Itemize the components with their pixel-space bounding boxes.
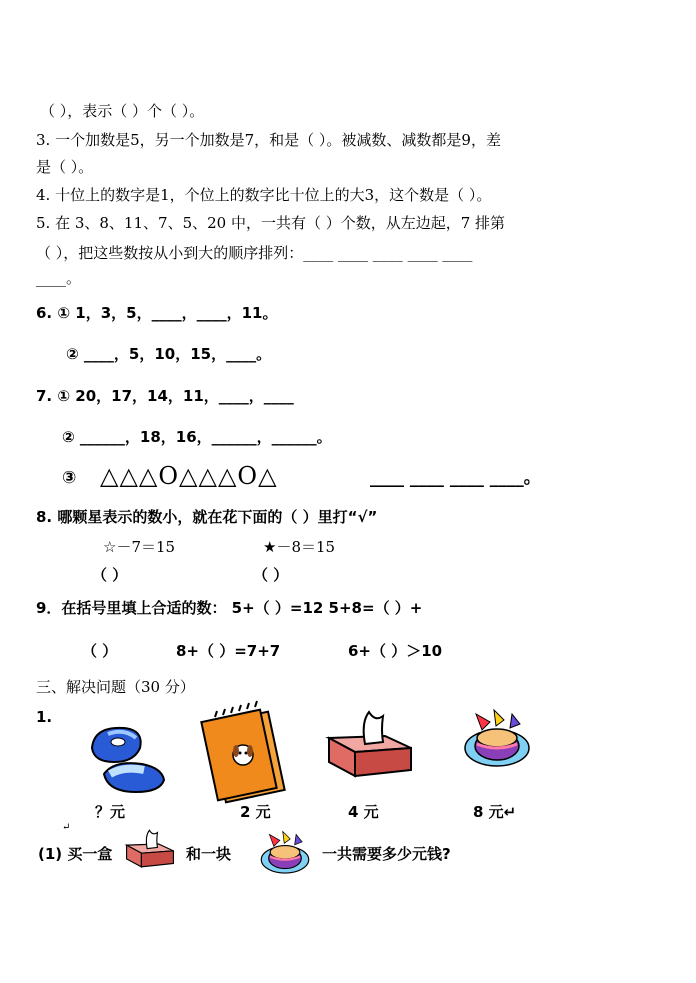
- question-6-line-2: ② ____，5，10，15，____。: [66, 345, 272, 363]
- tissue-box-icon: [124, 828, 176, 868]
- question-7-line-1: 7. ① 20，17，14，11，____，____: [36, 387, 294, 405]
- slippers-icon: [84, 718, 174, 798]
- price-cake: 8 元↵: [473, 803, 517, 821]
- question-4: 4. 十位上的数字是1，个位上的数字比十位上的大3，这个数是（ ）。: [36, 186, 492, 204]
- question-8-parens-2: （ ）: [253, 566, 289, 584]
- line-1: （ ），表示（ ）个（ ）。: [40, 102, 205, 120]
- question-7-line-2: ② ______，18，16，______，______。: [62, 428, 332, 446]
- question-8-equation-2: ★－8＝15: [263, 538, 336, 556]
- question-8-equation-1: ☆－7＝15: [103, 538, 176, 556]
- sub-question-1-start: (1) 买一盒: [38, 845, 113, 863]
- sub-question-1-middle: 和一块: [186, 845, 232, 863]
- question-5-line-1: 5. 在 3、8、11、7、5、20 中，一共有（ ）个数，从左边起，7 排第: [36, 214, 506, 232]
- question-5-line-2: （ ），把这些数按从小到大的顺序排列：____ ____ ____ ____ ____: [36, 244, 473, 262]
- notebook-icon: [203, 705, 289, 800]
- question-9-parens: （ ）: [82, 642, 118, 660]
- question-5-line-3: ____。: [36, 269, 82, 287]
- sub-question-1-end: 一共需要多少元钱?: [322, 845, 451, 863]
- question-7-shape-sequence: △△△O△△△O△: [100, 462, 278, 490]
- question-9-line-1: 9．在括号里填上合适的数： 5+（ ）=12 5+8=（ ）+: [36, 599, 423, 617]
- question-3-line-2: 是（ ）。: [36, 158, 94, 176]
- question-3-line-1: 3. 一个加数是5，另一个加数是7，和是（ ）。被减数、减数都是9，差: [36, 131, 501, 149]
- price-notebook: 2 元: [240, 803, 271, 821]
- question-7-blanks: ____ ____ ____ ____。: [370, 468, 541, 488]
- question-8: 8. 哪颗星表示的数小，就在花下面的（ ）里打“√”: [36, 508, 378, 526]
- question-9-equation-2: 8+（ ）=7+7: [176, 642, 281, 660]
- section-3-title: 三、解决问题（30 分）: [36, 678, 195, 696]
- cake-icon: [258, 830, 312, 876]
- price-slippers: ？元: [95, 803, 126, 821]
- price-tissue-box: 4 元: [348, 803, 379, 821]
- tissue-box-icon: [325, 708, 415, 778]
- paragraph-mark: ↵: [62, 822, 71, 833]
- question-7-number-3: ③: [62, 468, 77, 488]
- cake-icon: [462, 708, 532, 770]
- question-8-parens-1: （ ）: [92, 566, 128, 584]
- problem-1-number: 1.: [36, 708, 53, 726]
- question-9-equation-3: 6+（ ）＞10: [348, 642, 443, 660]
- question-6-line-1: 6. ① 1，3，5，____，____，11。: [36, 304, 278, 322]
